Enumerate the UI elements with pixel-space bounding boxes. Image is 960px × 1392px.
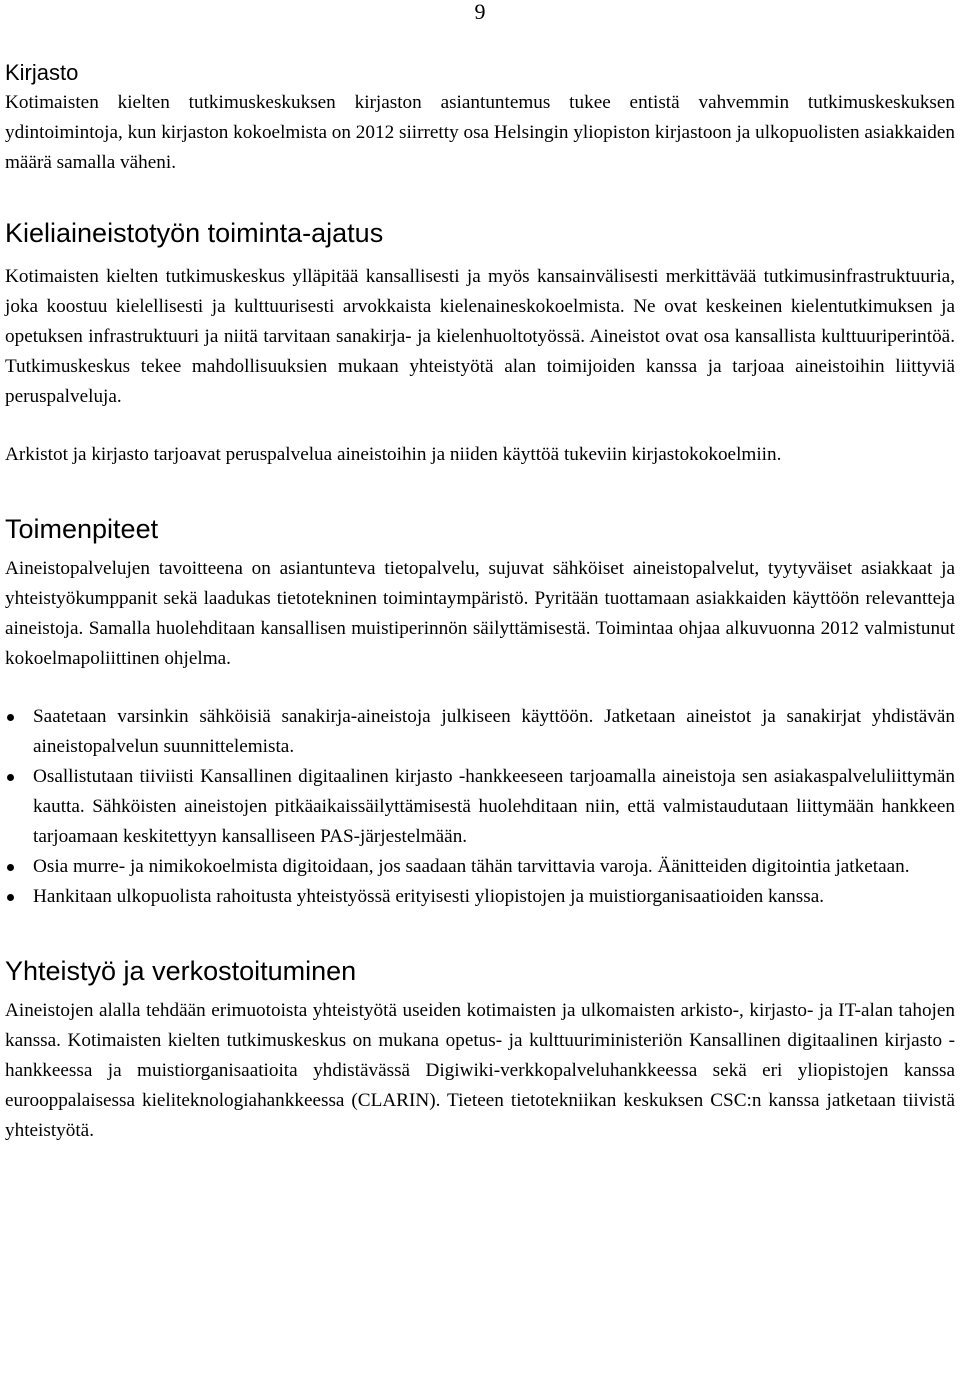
list-item-text: Hankitaan ulkopuolista rahoitusta yhteistyössä erityisesti yliopistojen ja muistiorganisaatioiden kanssa. — [33, 886, 825, 907]
section-yhteistyo — [5, 954, 955, 1146]
paragraph-kirjasto: Kotimaisten kielten tutkimuskeskuksen kirjaston asiantuntemus tukee entistä vahvemmin tutkimuskeskuksen ydintoimintoja, kun kirjaston kokoelmista on 2012 siirretty osa Helsingin yliopiston kirjastoon ja ulkopuolisten asiakkaiden määrä samalla väheni. — [5, 92, 955, 173]
section-kieliaineisto — [5, 216, 955, 470]
page-number: 9 — [474, 0, 486, 24]
paragraph-kieliaineisto-2: Arkistot ja kirjasto tarjoavat peruspalvelua aineistoihin ja niiden käyttöä tukeviin kirjastokokoelmiin. — [5, 444, 782, 465]
bullet-list-toimenpiteet — [5, 702, 955, 912]
bullet-icon — [7, 774, 14, 781]
section-heading-toimenpiteet: Toimenpiteet — [5, 514, 159, 544]
list-item — [5, 702, 955, 762]
section-kirjasto — [5, 58, 955, 178]
list-item — [5, 852, 955, 882]
list-item — [5, 882, 955, 912]
paragraph-kieliaineisto-1: Kotimaisten kielten tutkimuskeskus ylläpitää kansallisesti ja myös kansainvälisesti merkittävää tutkimusinfrastruktuuria, joka koostuu kielellisesti ja kulttuurisesti arvokkaista kielenaineskokoelmista. Ne ovat keskeinen kielentutkimuksen ja opetuksen infrastruktuuri ja niitä tarvitaan sanakirja- ja kielenhuoltotyössä. Aineistot ovat osa kansallista kulttuuriperintöä. Tutkimuskeskus tekee mahdollisuuksien mukaan yhteistyötä alan toimijoiden kanssa ja tarjoaa aineistoihin liittyviä peruspalveluja. — [5, 266, 955, 407]
bullet-icon — [7, 864, 14, 871]
paragraph-toimenpiteet: Aineistopalvelujen tavoitteena on asiantunteva tietopalvelu, sujuvat sähköiset aineistopalvelut, tyytyväiset asiakkaat ja yhteistyökumppanit sekä laadukas tietotekninen toimintaympäristö. Pyritään tuottamaan asiakkaiden käyttöön relevantteja aineistoja. Samalla huolehditaan kansallisen muistiperinnön säilyttämisestä. Toimintaa ohjaa alkuvuonna 2012 valmistunut kokoelmapoliittinen ohjelma. — [5, 558, 955, 669]
section-heading-kieliaineisto: Kieliaineistotyön toiminta-ajatus — [5, 218, 384, 248]
list-item — [5, 762, 955, 852]
list-item-text: Osallistutaan tiiviisti Kansallinen digitaalinen kirjasto -hankkeeseen tarjoamalla aineistoja sen asiakaspalveluliittymän kautta. Sähköisten aineistojen pitkäaikaissäilyttämisestä huolehditaan niin, että valmistaudutaan liittymään hankkeen tarjoamaan keskitettyyn kansalliseen PAS-järjestelmään. — [33, 766, 955, 847]
bullet-icon — [7, 714, 14, 721]
paragraph-yhteistyo: Aineistojen alalla tehdään erimuotoista yhteistyötä useiden kotimaisten ja ulkomaisten arkisto-, kirjasto- ja IT-alan tahojen kanssa. Kotimaisten kielten tutkimuskeskus on mukana opetus- ja kulttuuriministeriön Kansallinen digitaalinen kirjasto -hankkeessa ja muistiorganisaatioita yhdistävässä Digiwiki-verkkopalveluhankkeessa sekä eri yliopistojen kanssa eurooppalaisessa kieliteknologiahankkeessa (CLARIN). Tieteen tietotekniikan keskuksen CSC:n kanssa jatketaan tiivistä yhteistyötä. — [5, 1000, 955, 1141]
section-heading-kirjasto: Kirjasto — [5, 60, 79, 85]
bullet-icon — [7, 894, 14, 901]
list-item-text: Osia murre- ja nimikokoelmista digitoidaan, jos saadaan tähän tarvittavia varoja. Äänitteiden digitointia jatketaan. — [33, 856, 910, 877]
section-heading-yhteistyo: Yhteistyö ja verkostoituminen — [5, 956, 357, 986]
section-toimenpiteet — [5, 512, 955, 912]
list-item-text: Saatetaan varsinkin sähköisiä sanakirja-aineistoja julkiseen käyttöön. Jatketaan aineistot ja sanakirjat yhdistävän aineistopalvelun suunnittelemista. — [33, 706, 955, 757]
document-body — [5, 58, 955, 1146]
